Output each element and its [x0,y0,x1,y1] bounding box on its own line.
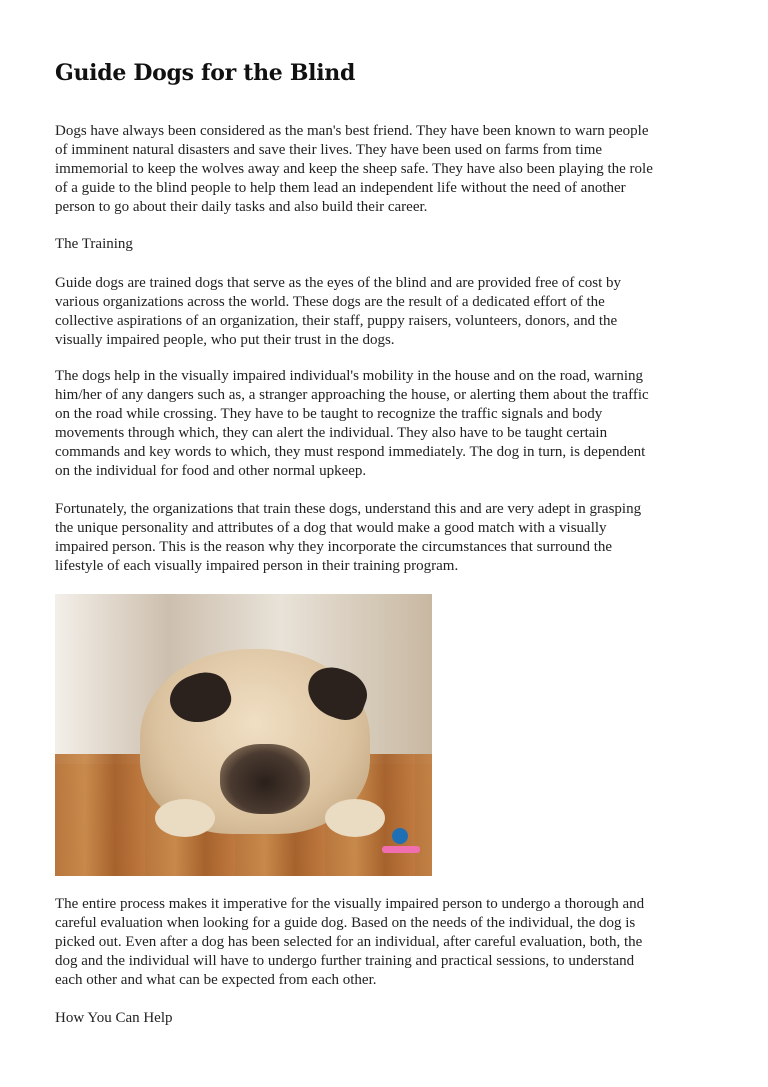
text-line: visually impaired people, who put their trust in the dogs. [55,332,395,348]
training-paragraph-3 [55,500,641,576]
training-paragraph-2 [55,367,649,481]
text-line: commands and key words to which, they must respond immediately. The dog in turn, is dependent [55,444,646,460]
text-line: the unique personality and attributes of a dog that would make a good match with a visually [55,520,607,536]
text-line: careful evaluation when looking for a guide dog. Based on the needs of the individual, the dog is [55,915,636,931]
text-line: The entire process makes it imperative for the visually impaired person to undergo a thorough and [55,896,645,912]
text-line: of a guide to the blind people to help them lead an independent life without the need of another [55,180,626,196]
heading-text: How You Can Help [55,1010,173,1026]
pug-photo [55,594,432,876]
text-line: impaired person. This is the reason why they incorporate the circumstances that surround the [55,539,613,555]
text-line: movements through which, they can alert the individual. They also have to be taught certain [55,425,608,441]
text-line: various organizations across the world. These dogs are the result of a dedicated effort of the [55,294,605,310]
evaluation-paragraph [55,895,644,990]
text-line: on the individual for food and other normal upkeep. [55,463,367,479]
heading-text: The Training [55,236,133,252]
text-line: of imminent natural disasters and save their lives. They have been used on farms from time [55,142,603,158]
text-line: him/her of any dangers such as, a stranger approaching the house, or alerting them about the traffic [55,387,649,403]
section-heading-training [55,235,133,254]
text-line: dog and the individual will have to undergo further training and practical sessions, to understand [55,953,635,969]
training-paragraph-1 [55,274,621,350]
intro-paragraph [55,122,653,217]
document-title: Guide Dogs for the Blind [55,60,356,86]
text-line: on the road while crossing. They have to be taught to recognize the traffic signals and body [55,406,603,422]
text-line: lifestyle of each visually impaired person in their training program. [55,558,459,574]
text-line: picked out. Even after a dog has been selected for an individual, after careful evaluation, both, the [55,934,643,950]
watermark-logo [380,826,422,856]
text-line: immemorial to keep the wolves away and keep the sheep safe. They have also been playing the role [55,161,653,177]
text-line: Guide dogs are trained dogs that serve as the eyes of the blind and are provided free of cost by [55,275,622,291]
text-line: each other and what can be expected from each other. [55,972,377,988]
text-line: collective aspirations of an organization, their staff, puppy raisers, volunteers, donors, and the [55,313,618,329]
text-line: person to go about their daily tasks and also build their career. [55,199,428,215]
text-line: Dogs have always been considered as the man's best friend. They have been known to warn people [55,123,649,139]
section-heading-help [55,1009,173,1028]
text-line: The dogs help in the visually impaired individual's mobility in the house and on the road, warning [55,368,644,384]
text-line: Fortunately, the organizations that train these dogs, understand this and are very adept in grasping [55,501,642,517]
